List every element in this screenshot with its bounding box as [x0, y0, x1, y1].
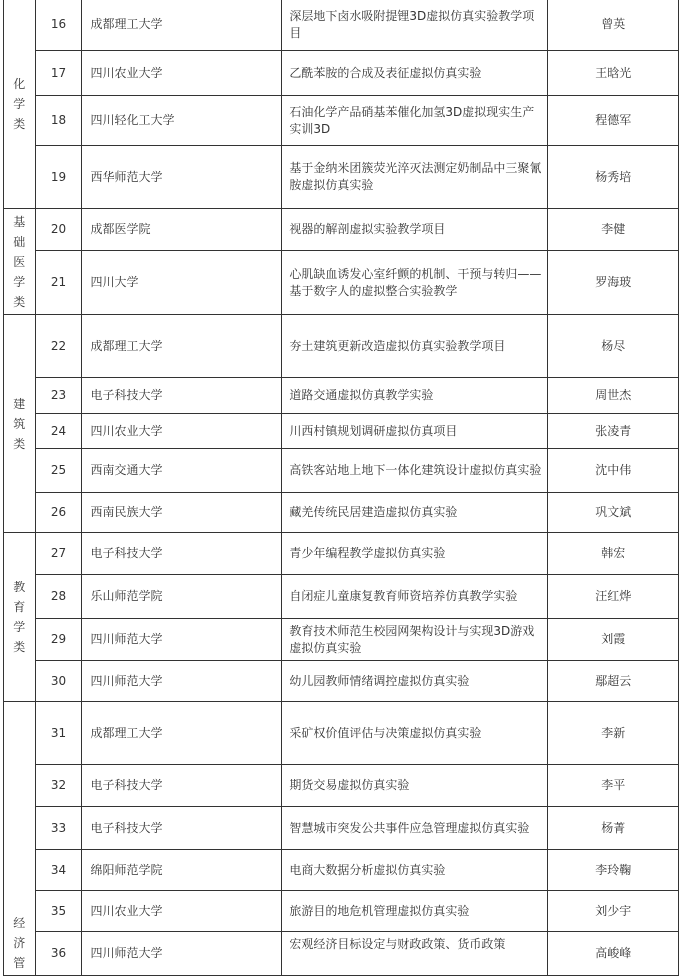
- school-cell: 电子科技大学: [82, 533, 282, 575]
- table-row: [4, 315, 679, 378]
- table-row: [4, 51, 679, 96]
- leader-cell: 李健: [548, 209, 679, 251]
- leader-cell: 杨尽: [548, 315, 679, 378]
- leader-cell: 张凌青: [548, 414, 679, 449]
- school-cell: 四川轻化工大学: [82, 96, 282, 146]
- leader-cell: 巩文斌: [548, 493, 679, 533]
- row-number: 20: [35, 209, 82, 251]
- project-cell: 高铁客站地上地下一体化建筑设计虚拟仿真实验: [282, 449, 548, 493]
- project-cell: 基于金纳米团簇荧光淬灭法测定奶制品中三聚氰胺虚拟仿真实验: [282, 146, 548, 209]
- school-cell: 成都医学院: [82, 209, 282, 251]
- table-row: [4, 807, 679, 850]
- category-cell: [4, 209, 36, 315]
- leader-cell: 周世杰: [548, 378, 679, 414]
- table-row: [4, 661, 679, 702]
- school-cell: 四川大学: [82, 251, 282, 315]
- row-number: 24: [35, 414, 82, 449]
- category-label: 建筑类: [13, 396, 26, 451]
- category-cell: [4, 0, 36, 209]
- table-row: [4, 251, 679, 315]
- table-row: [4, 414, 679, 449]
- project-cell: 川西村镇规划调研虚拟仿真项目: [282, 414, 548, 449]
- leader-cell: 鄢超云: [548, 661, 679, 702]
- project-cell: 期货交易虚拟仿真实验: [282, 765, 548, 807]
- table-row: [4, 146, 679, 209]
- row-number: 26: [35, 493, 82, 533]
- leader-cell: 曾英: [548, 0, 679, 51]
- project-cell: 夯土建筑更新改造虚拟仿真实验教学项目: [282, 315, 548, 378]
- table-row: [4, 765, 679, 807]
- leader-cell: 杨菁: [548, 807, 679, 850]
- school-cell: 西南民族大学: [82, 493, 282, 533]
- project-cell: 宏观经济目标设定与财政政策、货币政策: [282, 932, 548, 976]
- row-number: 35: [35, 891, 82, 932]
- row-number: 21: [35, 251, 82, 315]
- leader-cell: 罗海玻: [548, 251, 679, 315]
- school-cell: 四川农业大学: [82, 414, 282, 449]
- school-cell: 电子科技大学: [82, 765, 282, 807]
- school-cell: 乐山师范学院: [82, 575, 282, 619]
- row-number: 27: [35, 533, 82, 575]
- project-cell: 采矿权价值评估与决策虚拟仿真实验: [282, 702, 548, 765]
- project-cell: 心肌缺血诱发心室纤颤的机制、干预与转归——基于数字人的虚拟整合实验教学: [282, 251, 548, 315]
- table-row: [4, 493, 679, 533]
- leader-cell: 韩宏: [548, 533, 679, 575]
- table-row: [4, 96, 679, 146]
- leader-cell: 杨秀培: [548, 146, 679, 209]
- category-label: 经济管: [13, 916, 26, 970]
- row-number: 33: [35, 807, 82, 850]
- table-row: [4, 619, 679, 661]
- category-cell: [4, 702, 36, 976]
- project-cell: 幼儿园教师情绪调控虚拟仿真实验: [282, 661, 548, 702]
- table-row: [4, 575, 679, 619]
- table-row: [4, 702, 679, 765]
- school-cell: 电子科技大学: [82, 378, 282, 414]
- category-label: 教育学类: [13, 580, 26, 654]
- row-number: 29: [35, 619, 82, 661]
- leader-cell: 刘霞: [548, 619, 679, 661]
- leader-cell: 王晗光: [548, 51, 679, 96]
- row-number: 31: [35, 702, 82, 765]
- table-row: [4, 850, 679, 891]
- leader-cell: 刘少宇: [548, 891, 679, 932]
- school-cell: 绵阳师范学院: [82, 850, 282, 891]
- row-number: 30: [35, 661, 82, 702]
- row-number: 16: [35, 0, 82, 51]
- leader-cell: 李玲鞠: [548, 850, 679, 891]
- school-cell: 成都理工大学: [82, 702, 282, 765]
- row-number: 36: [35, 932, 82, 976]
- row-number: 17: [35, 51, 82, 96]
- row-number: 32: [35, 765, 82, 807]
- table-row: [4, 209, 679, 251]
- project-cell: 视器的解剖虚拟实验教学项目: [282, 209, 548, 251]
- row-number: 34: [35, 850, 82, 891]
- leader-cell: 高峻峰: [548, 932, 679, 976]
- school-cell: 西南交通大学: [82, 449, 282, 493]
- school-cell: 四川农业大学: [82, 891, 282, 932]
- project-cell: 藏羌传统民居建造虚拟仿真实验: [282, 493, 548, 533]
- school-cell: 成都理工大学: [82, 0, 282, 51]
- project-cell: 道路交通虚拟仿真教学实验: [282, 378, 548, 414]
- table-row: [4, 378, 679, 414]
- leader-cell: 李新: [548, 702, 679, 765]
- table-row: [4, 0, 679, 51]
- school-cell: 电子科技大学: [82, 807, 282, 850]
- school-cell: 四川师范大学: [82, 661, 282, 702]
- school-cell: 四川师范大学: [82, 619, 282, 661]
- project-cell: 智慧城市突发公共事件应急管理虚拟仿真实验: [282, 807, 548, 850]
- project-cell: 石油化学产品硝基苯催化加氢3D虚拟现实生产实训3D: [282, 96, 548, 146]
- row-number: 28: [35, 575, 82, 619]
- row-number: 18: [35, 96, 82, 146]
- project-cell: 电商大数据分析虚拟仿真实验: [282, 850, 548, 891]
- table-row: [4, 891, 679, 932]
- row-number: 19: [35, 146, 82, 209]
- school-cell: 四川师范大学: [82, 932, 282, 976]
- category-cell: [4, 533, 36, 702]
- row-number: 23: [35, 378, 82, 414]
- project-cell: 青少年编程教学虚拟仿真实验: [282, 533, 548, 575]
- school-cell: 四川农业大学: [82, 51, 282, 96]
- leader-cell: 沈中伟: [548, 449, 679, 493]
- row-number: 25: [35, 449, 82, 493]
- project-cell: 自闭症儿童康复教育师资培养仿真教学实验: [282, 575, 548, 619]
- category-label: 基础医学类: [13, 214, 26, 309]
- school-cell: 成都理工大学: [82, 315, 282, 378]
- school-cell: 西华师范大学: [82, 146, 282, 209]
- project-cell: 教育技术师范生校园网架构设计与实现3D游戏虚拟仿真实验: [282, 619, 548, 661]
- category-cell: [4, 315, 36, 533]
- project-cell: 乙酰苯胺的合成及表征虚拟仿真实验: [282, 51, 548, 96]
- row-number: 22: [35, 315, 82, 378]
- table-row: [4, 533, 679, 575]
- leader-cell: 李平: [548, 765, 679, 807]
- project-table: [3, 0, 679, 976]
- leader-cell: 程德军: [548, 96, 679, 146]
- table-row: [4, 449, 679, 493]
- project-cell: 深层地下卤水吸附提锂3D虚拟仿真实验教学项目: [282, 0, 548, 51]
- leader-cell: 汪红烨: [548, 575, 679, 619]
- category-label: 化学类: [13, 76, 26, 131]
- project-cell: 旅游目的地危机管理虚拟仿真实验: [282, 891, 548, 932]
